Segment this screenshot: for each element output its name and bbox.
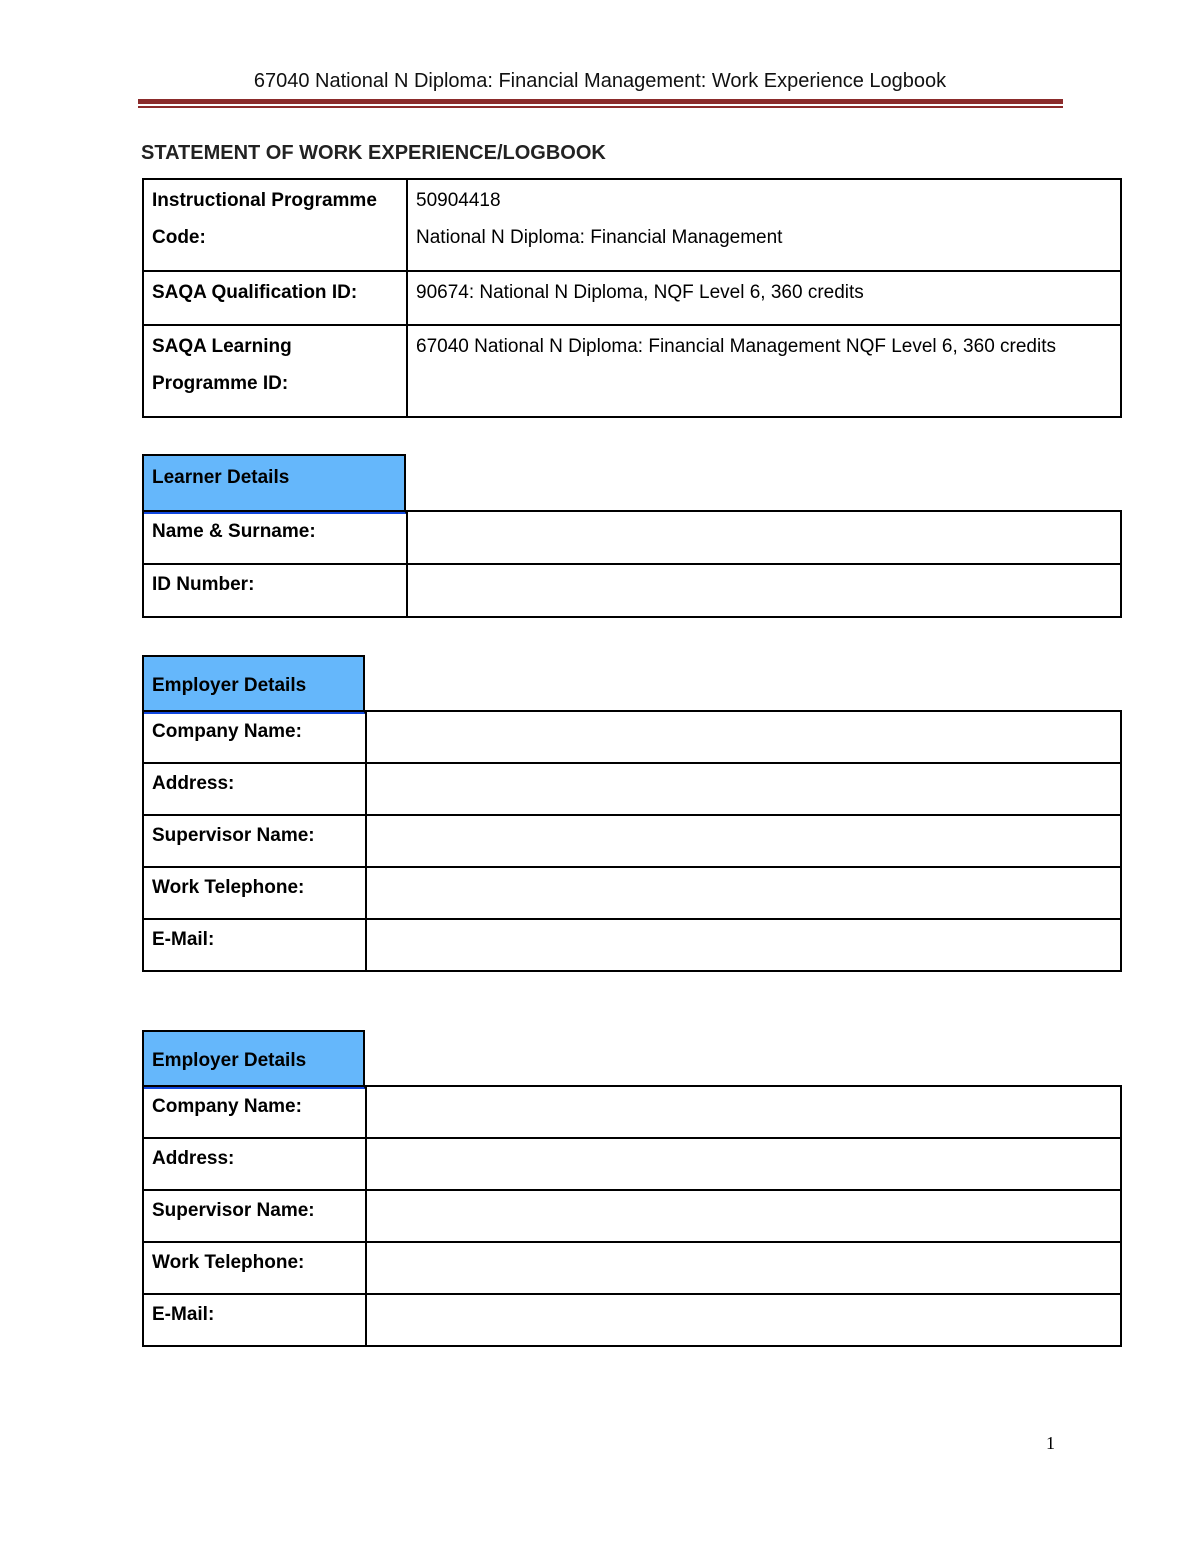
- work-telephone-label: Work Telephone:: [143, 1242, 366, 1294]
- programme-code-value: [407, 179, 1121, 271]
- running-header: 67040 National N Diploma: Financial Management: Work Experience Logbook: [253, 70, 947, 92]
- table-row: [143, 815, 1121, 867]
- programme-code-name: National N Diploma: Financial Management: [416, 227, 783, 248]
- employer-details-header-2: Employer Details: [142, 1030, 365, 1089]
- table-row: [143, 1242, 1121, 1294]
- email-label: E-Mail:: [143, 919, 366, 971]
- learning-programme-id-label: SAQA Learning Programme ID:: [143, 325, 407, 417]
- work-telephone-label: Work Telephone:: [143, 867, 366, 919]
- employer-details-header: Employer Details: [142, 655, 365, 714]
- address-field[interactable]: [366, 1138, 1121, 1190]
- table-row: [143, 1294, 1121, 1346]
- name-surname-label: Name & Surname:: [143, 511, 407, 564]
- qualification-id-label: SAQA Qualification ID:: [143, 271, 407, 325]
- supervisor-name-label: Supervisor Name:: [143, 815, 366, 867]
- email-label: E-Mail:: [143, 1294, 366, 1346]
- table-row: [143, 919, 1121, 971]
- learning-programme-id-value: 67040 National N Diploma: Financial Management NQF Level 6, 360 credits: [407, 325, 1121, 417]
- address-field[interactable]: [366, 763, 1121, 815]
- table-row: [143, 271, 1121, 325]
- programme-info-table: [142, 178, 1122, 418]
- document-heading: STATEMENT OF WORK EXPERIENCE/LOGBOOK: [141, 142, 606, 164]
- qualification-id-value: 90674: National N Diploma, NQF Level 6, 360 credits: [407, 271, 1121, 325]
- email-field[interactable]: [366, 1294, 1121, 1346]
- table-row: [143, 325, 1121, 417]
- employer-details-table-2: [142, 1085, 1122, 1347]
- header-rule-thin: [138, 106, 1063, 108]
- supervisor-name-field[interactable]: [366, 1190, 1121, 1242]
- email-field[interactable]: [366, 919, 1121, 971]
- table-row: [143, 711, 1121, 763]
- page-number: 1: [1046, 1433, 1055, 1453]
- learner-details-header: Learner Details: [142, 454, 406, 514]
- work-telephone-field[interactable]: [366, 1242, 1121, 1294]
- table-row: [143, 867, 1121, 919]
- table-row: [143, 1190, 1121, 1242]
- supervisor-name-field[interactable]: [366, 815, 1121, 867]
- company-name-field[interactable]: [366, 711, 1121, 763]
- name-surname-field[interactable]: [407, 511, 1121, 564]
- table-row: [143, 179, 1121, 271]
- learner-details-table: [142, 510, 1122, 618]
- table-row: [143, 1138, 1121, 1190]
- table-row: [143, 511, 1121, 564]
- address-label: Address:: [143, 763, 366, 815]
- address-label: Address:: [143, 1138, 366, 1190]
- id-number-field[interactable]: [407, 564, 1121, 617]
- company-name-field[interactable]: [366, 1086, 1121, 1138]
- table-row: [143, 564, 1121, 617]
- table-row: [143, 763, 1121, 815]
- supervisor-name-label: Supervisor Name:: [143, 1190, 366, 1242]
- company-name-label: Company Name:: [143, 711, 366, 763]
- company-name-label: Company Name:: [143, 1086, 366, 1138]
- work-telephone-field[interactable]: [366, 867, 1121, 919]
- id-number-label: ID Number:: [143, 564, 407, 617]
- programme-code-label: Instructional Programme Code:: [143, 179, 407, 271]
- header-rule: [138, 99, 1063, 104]
- programme-code-number: 50904418: [416, 190, 501, 211]
- employer-details-table: [142, 710, 1122, 972]
- table-row: [143, 1086, 1121, 1138]
